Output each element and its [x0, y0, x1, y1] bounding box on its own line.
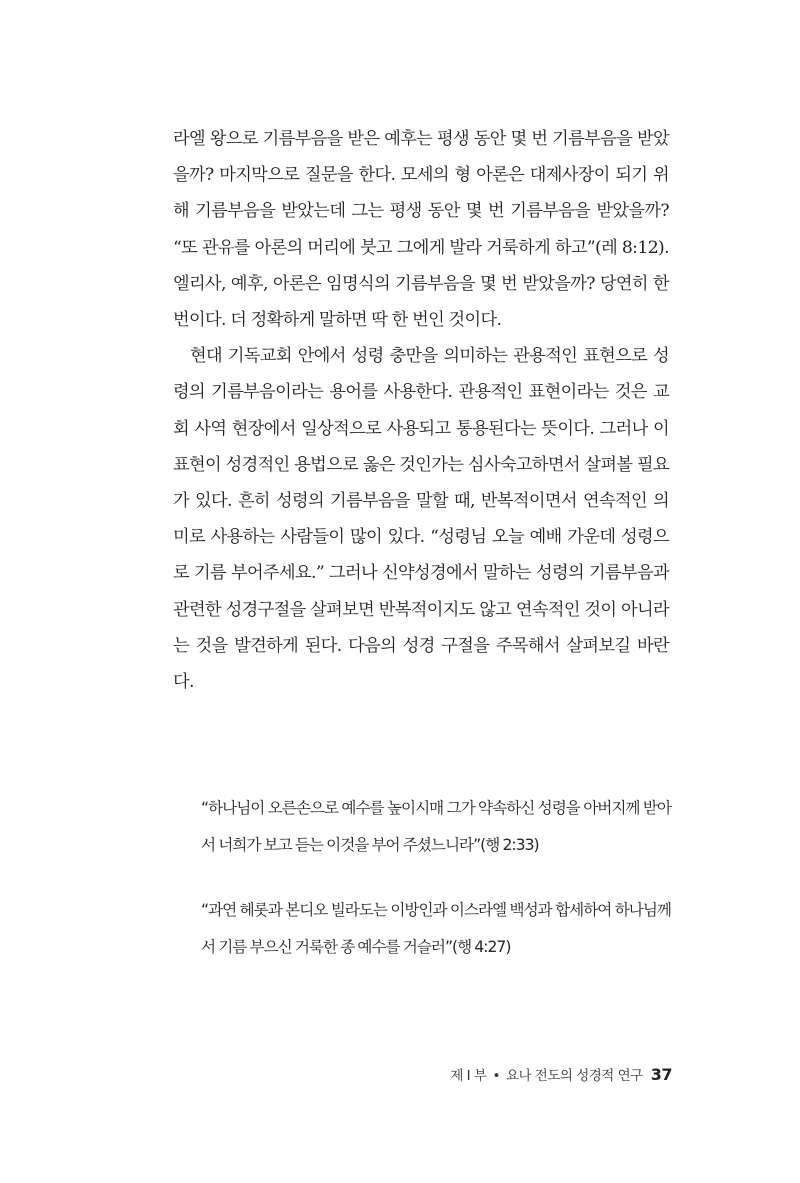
footer-chapter-title: 요나 전도의 성경적 연구 — [505, 1068, 643, 1084]
quote-acts-2-33: “하나님이 오른손으로 예수를 높이시매 그가 약속하신 성령을 아버지께 받아서 너희가 보고 듣는 이것을 부어 주셨느니라”(행 2:33) — [201, 799, 671, 854]
paragraph-2: 현대 기독교회 안에서 성령 충만을 의미하는 관용적인 표현으로 성령의 기름부음이라는 용어를 사용한다. 관용적인 표현이라는 것은 교회 사역 현장에서 일상적으로 사용되고 통용된다는 뜻이다. 그러나 이 표현이 성경적인 용법으로 옳은 것인가는 심사숙고하면서 살펴볼 필요가 있다. 흔히 성령의 기름부음을 말할 때, 반복적이면서 연속적인 의미로 사용하는 사람들이 많이 있다. “성령님 오늘 예배 가운데 성령으로 기름 부어주세요.” 그러나 신약성경에서 말하는 성령의 기름부음과 관련한 성경구절을 살펴보면 반복적이지도 않고 연속적인 것이 아니라는 것을 발견하게 된다. 다음의 성경 구절을 주목해서 살펴보길 바란다. — [173, 346, 669, 693]
paragraph-1: 라엘 왕으로 기름부음을 받은 예후는 평생 동안 몇 번 기름부음을 받았을까? 마지막으로 질문을 한다. 모세의 형 아론은 대제사장이 되기 위해 기름부음을 받았는데 그는 평생 동안 몇 번 기름부음을 받았을까? “또 관유를 아론의 머리에 붓고 그에게 발라 거룩하게 하고”(레 8:12). 엘리사, 예후, 아론은 임명식의 기름부음을 몇 번 받았을까? 당연히 한 번이다. 더 정확하게 말하면 딱 한 번인 것이다. — [173, 129, 669, 331]
footer-separator: • — [492, 1068, 500, 1084]
page-footer — [450, 1064, 672, 1084]
scripture-quotes — [201, 790, 671, 994]
main-text — [173, 121, 669, 700]
footer-part: 제 I 부 — [450, 1068, 487, 1084]
quote-acts-4-27: “과연 헤롯과 본디오 빌라도는 이방인과 이스라엘 백성과 합세하여 하나님께서 기름 부으신 거룩한 종 예수를 거슬러”(행 4:27) — [201, 901, 671, 956]
page-number: 37 — [650, 1065, 672, 1084]
